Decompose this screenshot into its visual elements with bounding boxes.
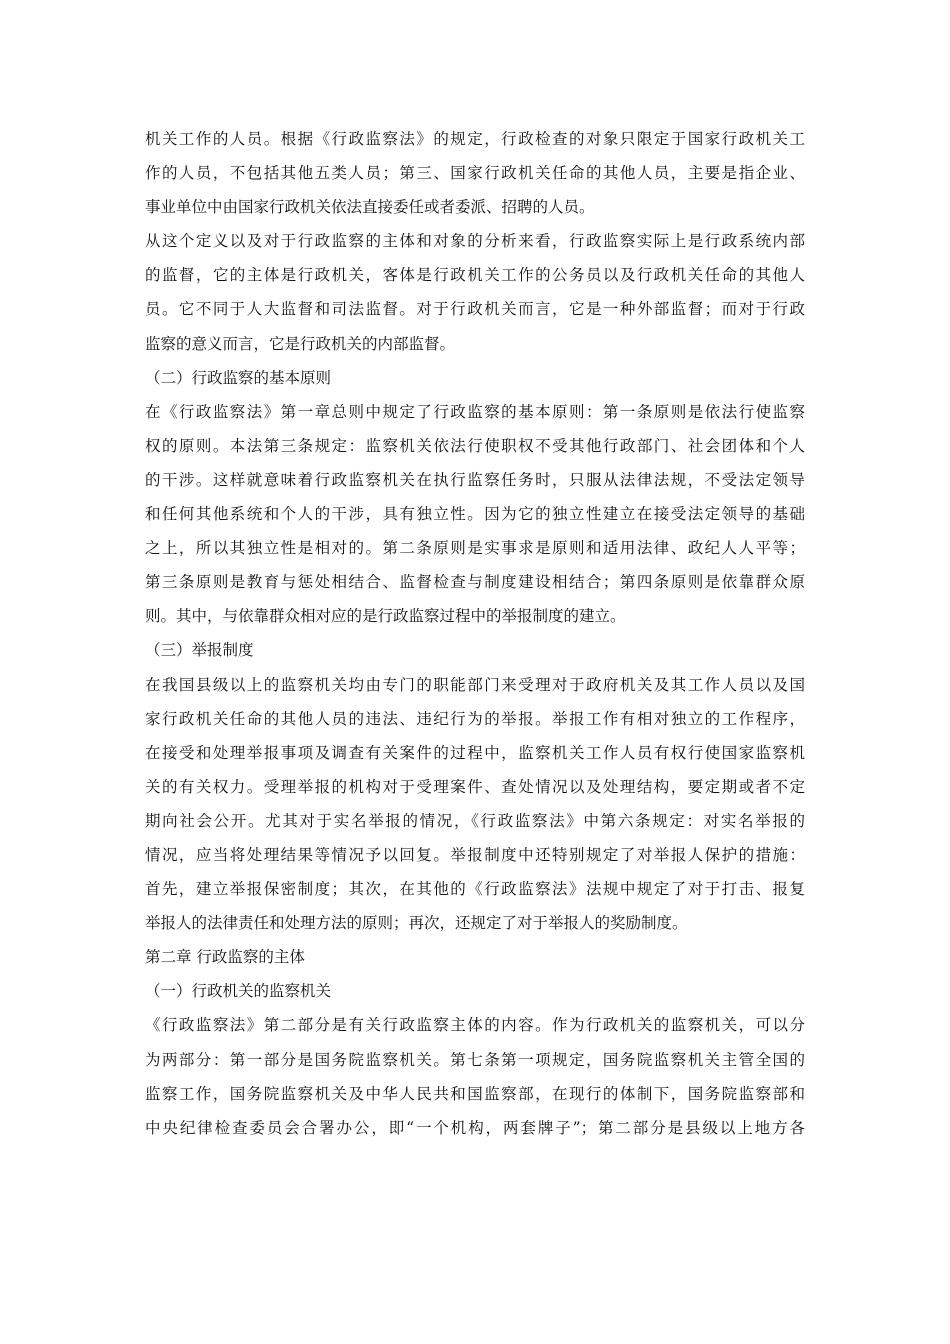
paragraph-line: 情况，应当将处理结果等情况予以回复。举报制度中还特别规定了对举报人保护的措施：	[145, 845, 805, 864]
paragraph-line: 首先，建立举报保密制度；其次，在其他的《行政监察法》法规中规定了对于打击、报复	[145, 880, 805, 899]
paragraph-line: 则。其中，与依靠群众相对应的是行政监察过程中的举报制度的建立。	[145, 607, 626, 626]
paragraph-line: 权的原则。本法第三条规定：监察机关依法行使职权不受其他行政部门、社会团体和个人	[145, 436, 805, 455]
paragraph-line: 事业单位中由国家行政机关依法直接委任或者委派、招聘的人员。	[145, 198, 595, 217]
paragraph-line: 期向社会公开。尤其对于实名举报的情况，《行政监察法》中第六条规定：对实名举报的	[145, 811, 805, 830]
paragraph-line: 监察工作，国务院监察机关及中华人民共和国监察部，在现行的体制下，国务院监察部和	[145, 1084, 805, 1103]
paragraph-line: 《行政监察法》第二部分是有关行政监察主体的内容。作为行政机关的监察机关，可以分	[145, 1016, 805, 1035]
paragraph-line: 在接受和处理举报事项及调查有关案件的过程中，监察机关工作人员有权行使国家监察机	[145, 743, 805, 762]
paragraph-line: 家行政机关任命的其他人员的违法、违纪行为的举报。举报工作有相对独立的工作程序，	[145, 709, 805, 728]
paragraph-line: 举报人的法律责任和处理方法的原则；再次，还规定了对于举报人的奖励制度。	[145, 914, 688, 933]
paragraph-line: 员。它不同于人大监督和司法监督。对于行政机关而言，它是一种外部监督；而对于行政	[145, 300, 805, 319]
paragraph-line: 之上，所以其独立性是相对的。第二条原则是实事求是原则和适用法律、政纪人人平等；	[145, 539, 805, 558]
paragraph-line: 作的人员，不包括其他五类人员；第三、国家行政机关任命的其他人员，主要是指企业、	[145, 164, 805, 183]
paragraph-line: 和任何其他系统和个人的干涉，具有独立性。因为它的独立性建立在接受法定领导的基础	[145, 505, 805, 524]
paragraph-line: 监察的意义而言，它是行政机关的内部监督。	[145, 334, 456, 353]
section-heading: （二）行政监察的基本原则	[145, 368, 332, 387]
paragraph-line: 关的有关权力。受理举报的机构对于受理案件、查处情况以及处理结构，要定期或者不定	[145, 777, 805, 796]
paragraph-line: 在《行政监察法》第一章总则中规定了行政监察的基本原则：第一条原则是依法行使监察	[145, 402, 805, 421]
paragraph-line: 第三条原则是教育与惩处相结合、监督检查与制度建设相结合；第四条原则是依靠群众原	[145, 573, 805, 592]
paragraph-line: 的干涉。这样就意味着行政监察机关在执行监察任务时，只服从法律法规，不受法定领导	[145, 470, 805, 489]
paragraph-line: 从这个定义以及对于行政监察的主体和对象的分析来看，行政监察实际上是行政系统内部	[145, 232, 805, 251]
paragraph-line: 在我国县级以上的监察机关均由专门的职能部门来受理对于政府机关及其工作人员以及国	[145, 675, 805, 694]
document-page	[145, 122, 805, 1145]
paragraph-line: 中央纪律检查委员会合署办公，即“一个机构，两套牌子”；第二部分是县级以上地方各	[145, 1118, 805, 1137]
section-heading: 第二章 行政监察的主体	[145, 948, 305, 967]
paragraph-line: 的监督，它的主体是行政机关，客体是行政机关工作的公务员以及行政机关任命的其他人	[145, 266, 805, 285]
section-heading: （一）行政机关的监察机关	[145, 982, 332, 1001]
paragraph-line: 为两部分：第一部分是国务院监察机关。第七条第一项规定，国务院监察机关主管全国的	[145, 1050, 805, 1069]
paragraph-line: 机关工作的人员。根据《行政监察法》的规定，行政检查的对象只限定于国家行政机关工	[145, 130, 805, 148]
section-heading: （三）举报制度	[145, 641, 254, 660]
